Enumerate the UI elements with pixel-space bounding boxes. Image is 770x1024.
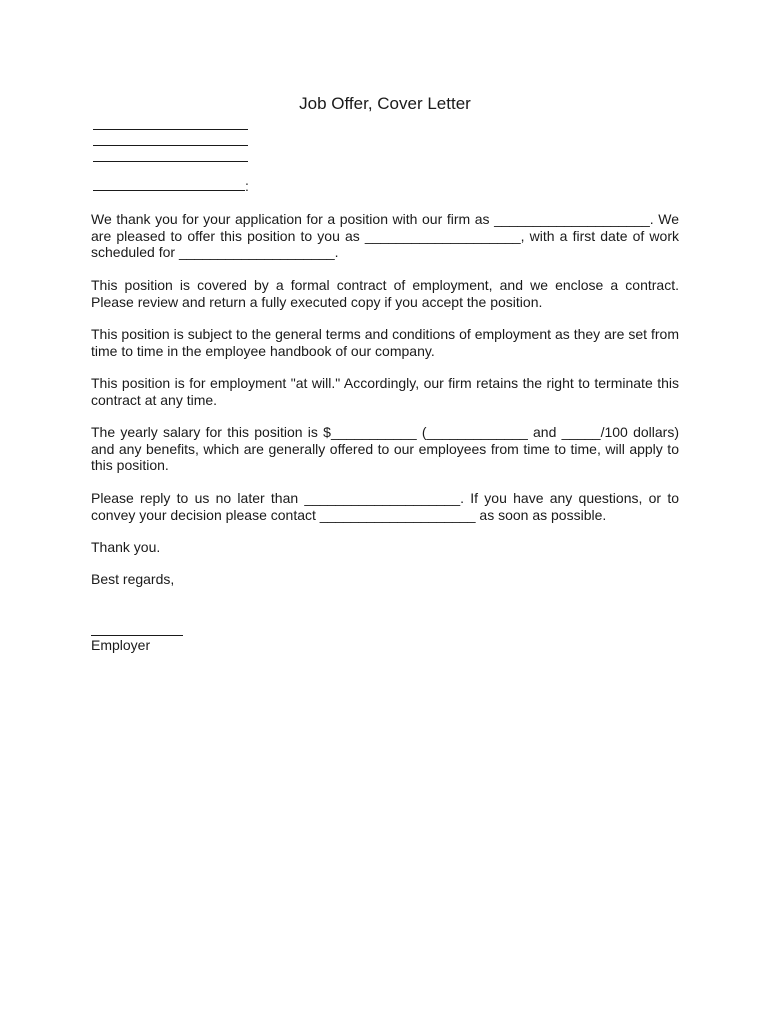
address-line-2	[93, 145, 248, 146]
paragraph-thank-you: Thank you.	[91, 539, 161, 555]
salutation-colon: :	[245, 178, 249, 194]
paragraph-salary: The yearly salary for this position is $___________ (_____________ and _____/100 dollars) and any benefits, which are generally offered to our employees from time to time, will apply to this position.	[91, 424, 679, 473]
signature-label: Employer	[91, 637, 151, 653]
closing-regards: Best regards,	[91, 571, 175, 587]
paragraph-reply: Please reply to us no later than ____________________. If you have any questions, or to convey your decision please contact ____________________ as soon as possible.	[91, 490, 679, 523]
paragraph-terms: This position is subject to the general terms and conditions of employment as they are set from time to time in the employee handbook of our company.	[91, 326, 679, 359]
paragraph-at-will: This position is for employment "at will." Accordingly, our firm retains the right to terminate this contract at any time.	[91, 375, 679, 408]
paragraph-thanks: We thank you for your application for a position with our firm as ____________________. We are pleased to offer this position to you as ____________________, with a first date of work scheduled for ____________________.	[91, 211, 679, 260]
paragraph-contract: This position is covered by a formal contract of employment, and we enclose a contract. Please review and return a fully executed copy if you accept the position.	[91, 277, 679, 310]
page-title: Job Offer, Cover Letter	[299, 94, 471, 113]
salutation-line	[93, 178, 249, 194]
address-line-1	[93, 129, 248, 130]
salutation-blank	[93, 178, 245, 191]
signature-line	[91, 635, 183, 636]
address-line-3	[93, 161, 248, 162]
